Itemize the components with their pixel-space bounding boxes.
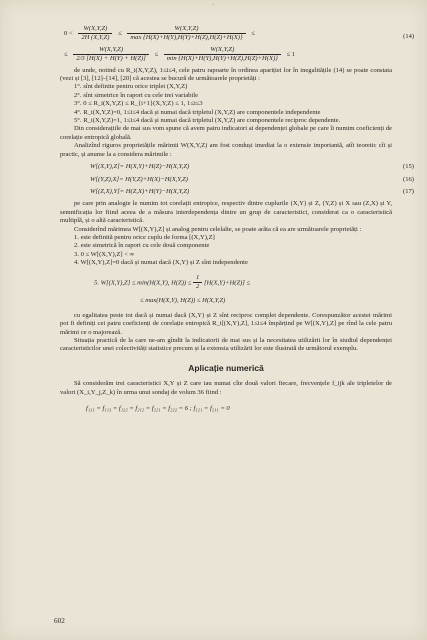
eq14-fraction-2 [127,25,245,43]
property-3: 3°. 0 ≤ R_i(X,Y,Z) ≤ R_{i+1}(X,Y,Z) ≤ 1, 1≤i≤3 [74,100,203,108]
paragraph-7: Situația practică de la care ne-am gîndit la indicatorii de mai sus și la necesitatea utilizării lor în studiul dependenței caracteristicilor unei colectivități statistice precum și la extensia utilizării lor este ilustrată de următorul exemplu. [60,337,392,353]
eq14-f2-numerator: W(X,Y,Z) [127,25,245,34]
property2-1: 1. este definită pentru orice cuplu de forma [(X,Y),Z] [74,233,215,241]
equation-17-text: W[(Z,X),Y]= H(Z,X)+H(Y)−H(X,Y,Z) [90,187,190,195]
paragraph-5: Considerînd mărimea W[(X,Y),Z] și analog pentru celelalte, se poate arăta că ea are următoarele proprietăți : [74,225,362,233]
eq14b-relation: ≤ [154,50,159,58]
eq14-prefix: 0 < [64,29,73,37]
equation-14-line1 [60,25,414,43]
page-content [60,25,414,419]
eq14-f2-denominator: max {H(X)+H(Y),H(Y)+H(Z),H(Z)+H(X)} [130,34,243,42]
equation-15-text: W[(X,Y),Z]= H(X,Y)+H(Z)−H(X,Y,Z) [90,163,190,171]
property-5-equation-line2 [140,297,392,305]
property-5-equation [94,274,392,292]
paragraph-6: cu egalitatea peste tot dacă și numai dacă (X,Y) și Z sînt reciproc complet dependente. Corespunzător acestei mărimi pot fi definiți cei patru coeficienți de corelație entropică R_i[(X,Y),Z], 1≤i≤4 împărțind pe W[(X,Y),Z] pe rînd la cele patru mărimi ce o majorează. [60,311,392,336]
prop5-lead: 5. W[(X,Y),Z] ≤ min(H(X,Y), H(Z)) ≤ [94,278,192,286]
equation-16-text: W[(Y,Z),X]= H(Y,Z)+H(X)−H(X,Y,Z) [90,175,188,183]
eq14b-fraction-2 [164,46,281,64]
prop5-numerator: 1 [193,274,202,283]
prop5-denominator: 2 [196,282,200,290]
eq14b-f1-denominator: 2/3 [H(X) + H(Y) + H(Z)] [76,55,146,63]
eq14b-fraction-1 [73,46,149,64]
property2-4: 4. W[(X,Y),Z]=0 dacă și numai dacă (X,Y) și Z sînt independente [74,259,248,267]
page-number: 602 [54,617,65,625]
section-heading: Aplicație numerică [188,362,264,373]
eq14b-lead: ≤ [64,50,68,58]
property-1: 1°. sînt definite pentru orice triplet (X,Y,Z) [74,83,188,91]
frequency-equation [86,405,392,413]
eq14b-tail: ≤ 1 [286,50,296,58]
property2-2: 2. este simetrică în raport cu cele două componente [74,242,210,250]
frequency-equation-text: f₁₁₁ = f₁₁₃ = f₁₂₂ = f₂₁₂ = f₂₂₁ = f₂₂₂ = 6 ; f₁₂₁ = f₂₁₁ = 0 [86,405,230,413]
equation-14-line2 [60,46,392,64]
prop5-fraction [193,274,202,292]
property2-3: 3. 0 ≤ W[(X,Y),Z] < ∞ [74,250,135,258]
equation-number-17: (17) [403,187,414,195]
property-5: 5°. R_i(X,Y,Z)=1, 1≤i≤4 dacă și numai dacă tripletul (X,Y,Z) are componentele reciproc dependente. [74,117,341,125]
eq14-relation-2: ≤ [251,29,255,37]
property-4: 4°. R_i(X,Y,Z)=0, 1≤i≤4 dacă și numai dacă tripletul (X,Y,Z) are componentele independente [74,108,321,116]
paragraph-4: pe care prin analogie le numim tot corelații entropice, respectiv dintre cuplurile (X,Y) și Z, (Y,Z) și X sau (Z,X) și Y, semnificația lor fiind aceea de a măsura interdependența dintre un grup de caracteristici, considerat ca o caracteristică multiplă, și o altă caracteristică. [60,200,392,225]
paragraph-1: de unde, notind cu R_i(X,Y,Z), 1≤i≤4, cele patru rapoarte în ordinea apariției lor în inegalitățile (14) se poate constata (vezi și [3], [12]–[14], [20] că acestea se bucură de următoarele proprietăți : [60,66,392,83]
property-2: 2°. sînt simetrice în raport cu cele trei variabile [74,91,199,99]
eq14-relation: ≤ [118,29,122,37]
equation-number-15: (15) [403,163,414,171]
eq14b-f2-numerator: W(X,Y,Z) [164,46,281,55]
equation-17 [90,187,414,196]
eq14b-f2-denominator: min {H(X)+H(Y),H(Y)+H(Z),H(Z)+H(X)} [166,55,278,63]
paragraph-3: Analizînd riguros proprietățile mărimii W(X,Y,Z) am fost conduși imediat la o extensie importantă, atît teoretic cît și practic, și anume la a considera mărimile : [60,142,392,158]
paragraph-2: Din considerațiile de mai sus vom spune că avem patru indicatori ai dependenței globale pe care îi numim coeficienți de corelație entropică globală. [60,125,392,141]
eq14-f1-denominator: 2H (X,Y,Z) [81,34,110,42]
eq14-fraction-1 [78,25,112,43]
eq14b-f1-numerator: W(X,Y,Z) [73,46,149,55]
equation-16 [90,175,414,184]
eq14-f1-numerator: W(X,Y,Z) [78,25,112,34]
equation-number-14: (14) [403,33,414,40]
equation-15 [90,163,414,171]
top-mark: · [212,2,214,8]
paragraph-8: Să considerăm trei caracteristici X,Y și Z care iau numai cîte două valori fiecare, frecvențele f_ijk ale tripletelor de valori (X_i,Y_j,Z_k) în urma unui sondaj de volum 36 fiind : [60,380,392,396]
equation-number-16: (16) [403,175,414,183]
prop5-line2: ≤ max(H(X,Y), H(Z)) ≤ H(X,Y,Z) [140,297,226,305]
prop5-tail: [H(X,Y)+H(Z)] ≤ [203,278,251,286]
